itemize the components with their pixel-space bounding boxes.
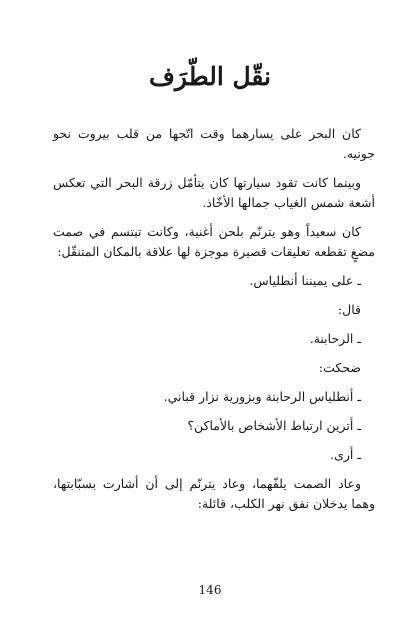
dialogue-line-5: ـ أنطلياس الرحابنة وبزورية نزار قباني. (163, 389, 361, 404)
chapter-title: نقّل الطّرَف (148, 62, 272, 91)
paragraph-1: كان البحر على يسارهما وقت اتّجها من قلب بيروت نحو جونيه. (53, 126, 375, 161)
dialogue-line-1: ـ على يميننا أنطلياس. (249, 273, 361, 288)
body-text (53, 124, 375, 523)
paragraph-2: وبينما كانت تقود سيارتها كان يتأمّل زرقة البحر التي تعكس أشعة شمس الغياب جمالها الأخّاذ. (53, 175, 375, 210)
paragraph-final: وعاد الصمت يلفّهما، وعاد يترنّم إلى أن أشارت بسبّابتها، وهما يدخلان نفق نهر الكلب، قائلة: (53, 476, 375, 511)
dialogue-line-3: ـ الرحابنة. (309, 331, 361, 346)
dialogue-line-6: ـ أترين ارتباط الأشخاص بالأماكن؟ (187, 418, 361, 433)
page-number: 146 (198, 583, 222, 597)
dialogue-line-7: ـ أرى. (330, 447, 361, 462)
paragraph-3: كان سعيداً وهو يترنّم بلحن أغنية، وكانت تبتسم في صمت مضغٍ تقطعه تعليقات قصيرة موجزة لها علاقة بالمكان المتنقّل: (53, 224, 375, 259)
dialogue-line-2: قال: (337, 302, 361, 317)
dialogue-line-4: ضحكت: (318, 360, 361, 375)
